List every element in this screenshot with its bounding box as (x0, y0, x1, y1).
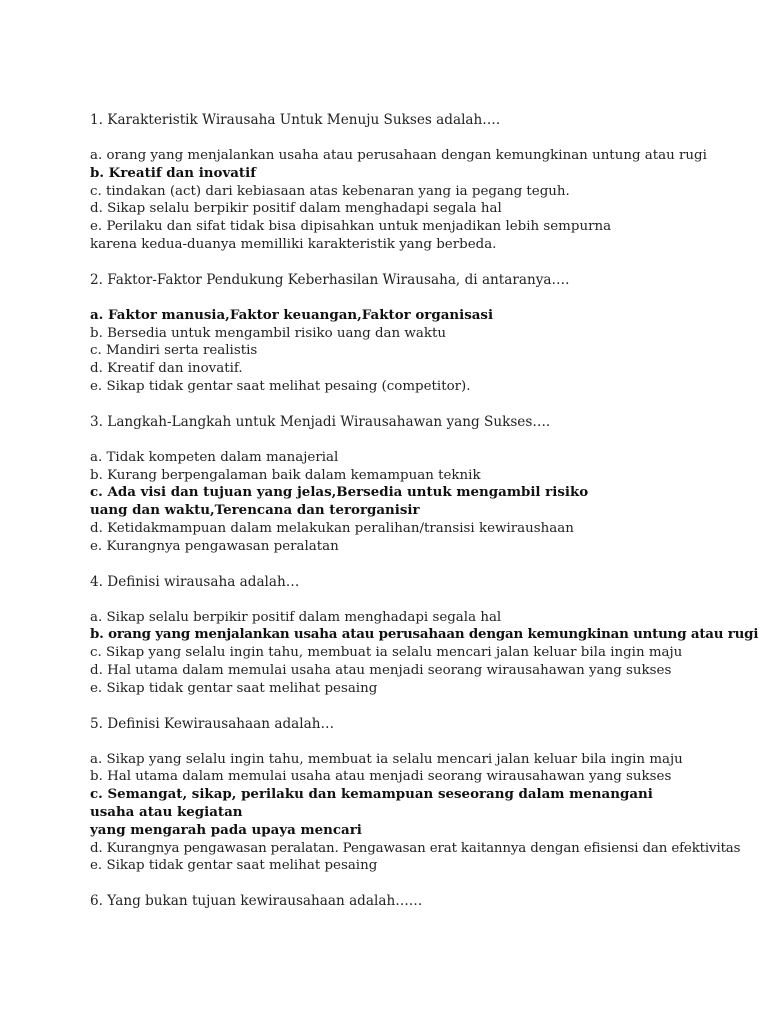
option-a: a. orang yang menjalankan usaha atau perusahaan dengan kemungkinan untung atau rugi (90, 148, 707, 163)
option-b: b. Bersedia untuk mengambil risiko uang dan waktu (90, 325, 446, 341)
question-title: 4. Definisi wirausaha adalah… (90, 573, 300, 590)
question-2 (90, 271, 690, 396)
option-c: c. tindakan (act) dari kebiasaan atas kebenaran yang ia pegang teguh. (90, 183, 570, 199)
option-c-answer: c. Semangat, sikap, perilaku dan kemampuan seseorang dalam menangani usaha atau kegiatan (90, 786, 653, 820)
option-d: d. Ketidakmampuan dalam melakukan peralihan/transisi kewiraushaan (90, 520, 574, 536)
question-title: 5. Definisi Kewirausahaan adalah… (90, 715, 335, 732)
question-5 (90, 715, 741, 876)
option-c: c. Sikap yang selalu ingin tahu, membuat ia selalu mencari jalan keluar bila ingin maju (90, 645, 683, 661)
option-b: b. Hal utama dalam memulai usaha atau menjadi seorang wirausahawan yang sukses (90, 769, 672, 785)
question-title: 3. Langkah-Langkah untuk Menjadi Wirausahawan yang Sukses…. (90, 413, 551, 430)
option-e: e. Sikap tidak gentar saat melihat pesaing (90, 680, 378, 696)
option-c: c. Mandiri serta realistis (90, 343, 258, 359)
question-title: 6. Yang bukan tujuan kewirausahaan adalah…… (90, 893, 423, 910)
option-b-answer: b. orang yang menjalankan usaha atau perusahaan dengan kemungkinan untung atau rugi (90, 626, 759, 643)
question-4 (90, 573, 759, 698)
option-a: a. Tidak kompeten dalam manajerial (90, 449, 339, 465)
question-6 (90, 892, 690, 910)
document-page (90, 111, 759, 928)
option-d: d. Sikap selalu berpikir positif dalam menghadapi segala hal (90, 201, 502, 217)
option-c-answer-continued: yang mengarah pada upaya mencari (90, 821, 362, 838)
option-e: e. Kurangnya pengawasan peralatan (90, 538, 339, 554)
question-3 (90, 413, 690, 556)
question-title: 1. Karakteristik Wirausaha Untuk Menuju Sukses adalah…. (90, 112, 501, 128)
option-a-answer: a. Faktor manusia,Faktor keuangan,Faktor organisasi (90, 306, 494, 323)
option-b: b. Kurang berpengalaman baik dalam kemampuan teknik (90, 467, 481, 483)
option-b-answer: b. Kreatif dan inovatif (90, 164, 256, 181)
question-1 (90, 111, 707, 254)
option-c-answer: c. Ada visi dan tujuan yang jelas,Bersedia untuk mengambil risiko uang dan waktu,Terencana dan terorganisir (90, 484, 589, 519)
option-a: a. Sikap selalu berpikir positif dalam menghadapi segala hal (90, 609, 502, 625)
question-title: 2. Faktor-Faktor Pendukung Keberhasilan Wirausaha, di antaranya…. (90, 271, 570, 288)
option-e: e. Perilaku dan sifat tidak bisa dipisahkan untuk menjadikan lebih sempurna karena kedua-duanya memilliki karakteristik yang berbeda. (90, 219, 612, 252)
option-d: d. Kreatif dan inovatif. (90, 361, 243, 377)
option-e: e. Sikap tidak gentar saat melihat pesaing (competitor). (90, 378, 471, 394)
option-a: a. Sikap yang selalu ingin tahu, membuat ia selalu mencari jalan keluar bila ingin maju (90, 751, 683, 767)
option-d: d. Hal utama dalam memulai usaha atau menjadi seorang wirausahawan yang sukses (90, 662, 672, 678)
option-d: d. Kurangnya pengawasan peralatan. Pengawasan erat kaitannya dengan efisiensi dan efektivitas (90, 840, 741, 856)
option-e: e. Sikap tidak gentar saat melihat pesaing (90, 858, 378, 874)
